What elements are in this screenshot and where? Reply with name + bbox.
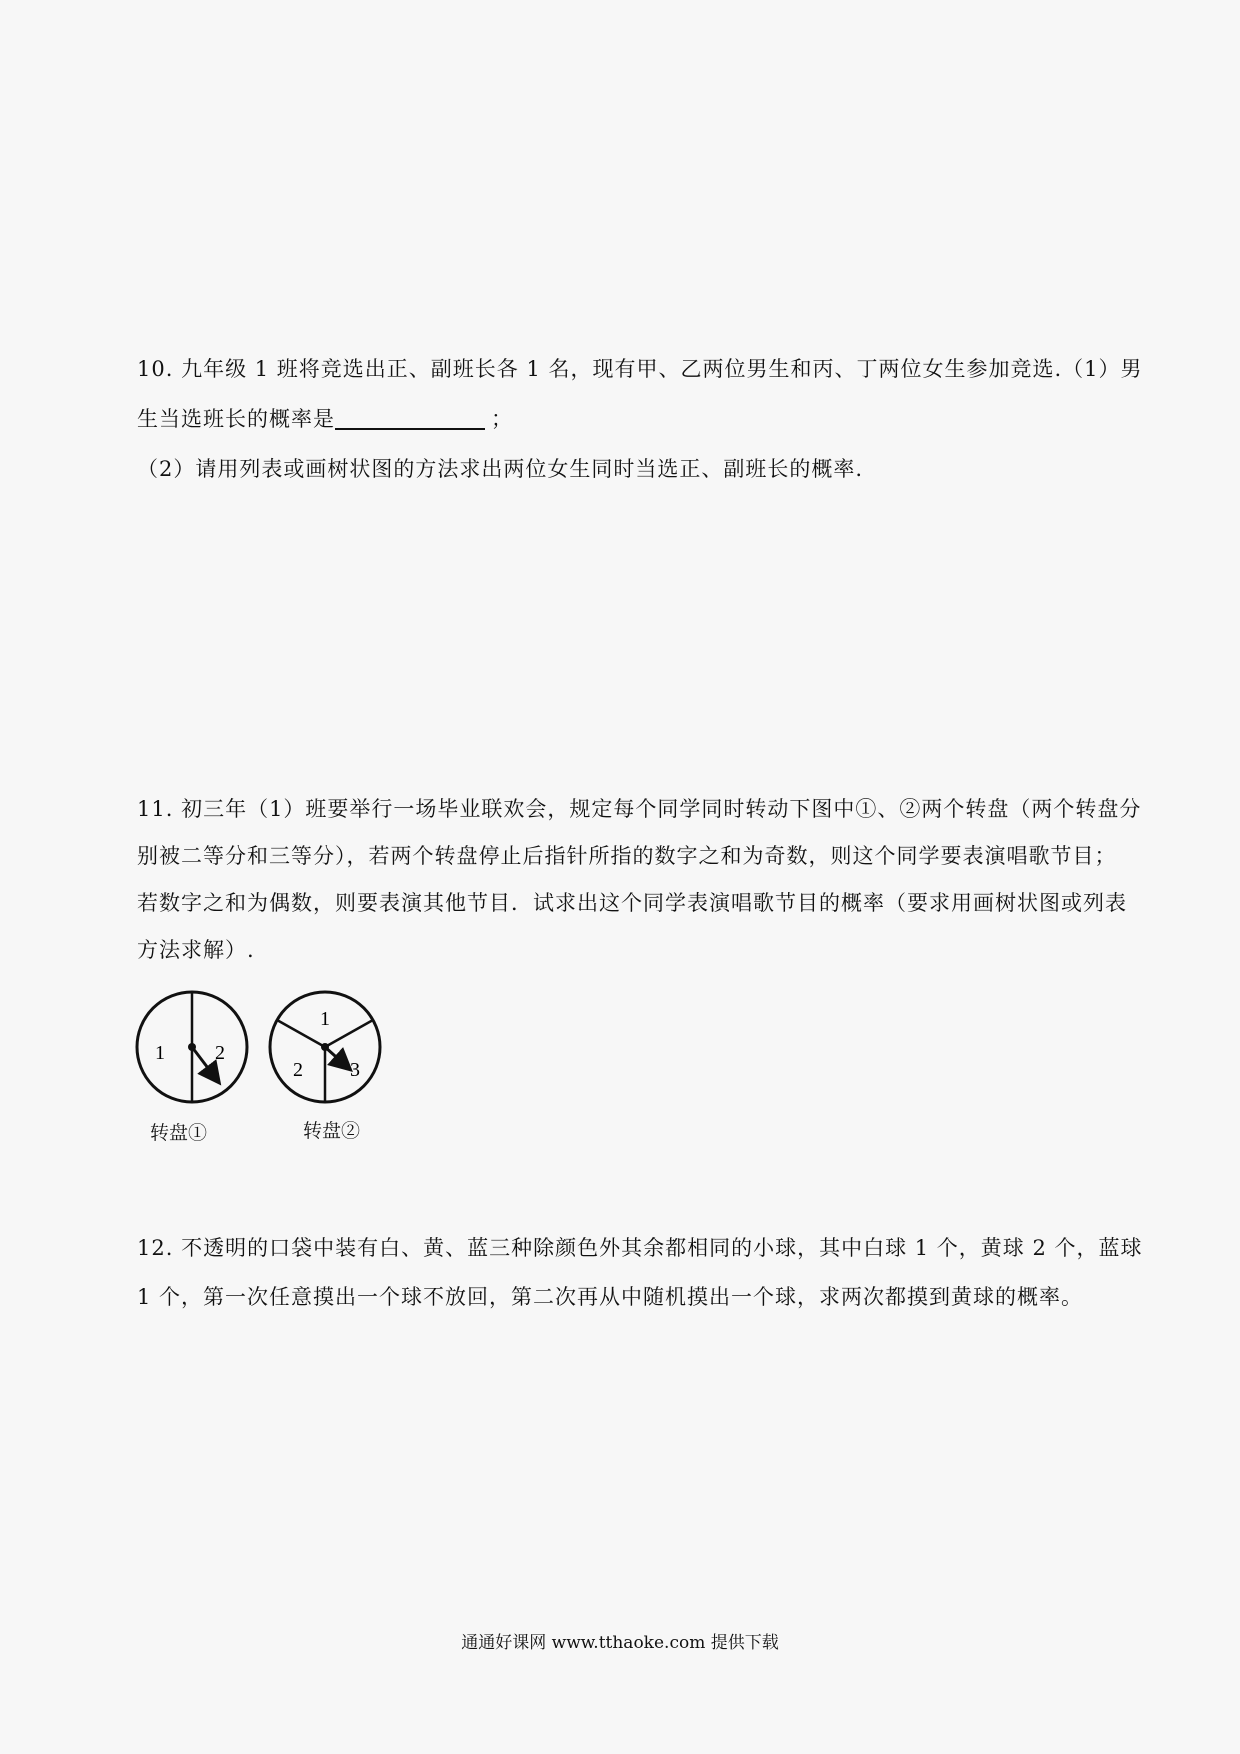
spinner-1-caption: 转盘① [150, 1122, 208, 1144]
spinner-2 [270, 992, 380, 1102]
spinner-1-label-1: 1 [155, 1042, 165, 1064]
page-footer: 通通好课网 www.tthaoke.com 提供下载 [461, 1633, 779, 1653]
q10-line-1: 10. 九年级 1 班将竞选出正、副班长各 1 名，现有甲、乙两位男生和丙、丁两位女生参加竞选.（1）男 [137, 357, 1143, 381]
spinner-1 [137, 992, 247, 1102]
spinner-1-label-2: 2 [215, 1042, 225, 1064]
q11-line-3: 若数字之和为偶数，则要表演其他节目．试求出这个同学表演唱歌节目的概率（要求用画树状图或列表 [137, 891, 1127, 915]
q10-line-2-prefix: 生当选班长的概率是 [137, 407, 335, 431]
spinner-2-label-2: 2 [293, 1059, 303, 1081]
spinner-2-pointer [325, 1047, 344, 1064]
q11-line-2: 别被二等分和三等分），若两个转盘停止后指针所指的数字之和为奇数，则这个同学要表演唱歌节目； [137, 844, 1117, 868]
spinner-2-label-1: 1 [320, 1008, 330, 1030]
q11-line-1: 11. 初三年（1）班要举行一场毕业联欢会，规定每个同学同时转动下图中①、②两个转盘（两个转盘分 [137, 797, 1142, 821]
spinners-figure [130, 985, 390, 1105]
spinner-1-pointer [192, 1047, 214, 1076]
q10-line-3: （2）请用列表或画树状图的方法求出两位女生同时当选正、副班长的概率. [137, 457, 864, 481]
spinner-2-label-3: 3 [350, 1059, 360, 1081]
q12-line-1: 12. 不透明的口袋中装有白、黄、蓝三种除颜色外其余都相同的小球，其中白球 1 个，黄球 2 个，蓝球 [137, 1236, 1143, 1260]
q10-line-2 [137, 403, 513, 433]
q11-line-4: 方法求解）. [137, 938, 255, 962]
q10-line-2-suffix: ； [491, 407, 513, 431]
answer-blank[interactable] [335, 406, 485, 430]
spinner-2-caption: 转盘② [303, 1120, 361, 1142]
q12-line-2: 1 个，第一次任意摸出一个球不放回，第二次再从中随机摸出一个球，求两次都摸到黄球的概率。 [137, 1285, 1084, 1309]
